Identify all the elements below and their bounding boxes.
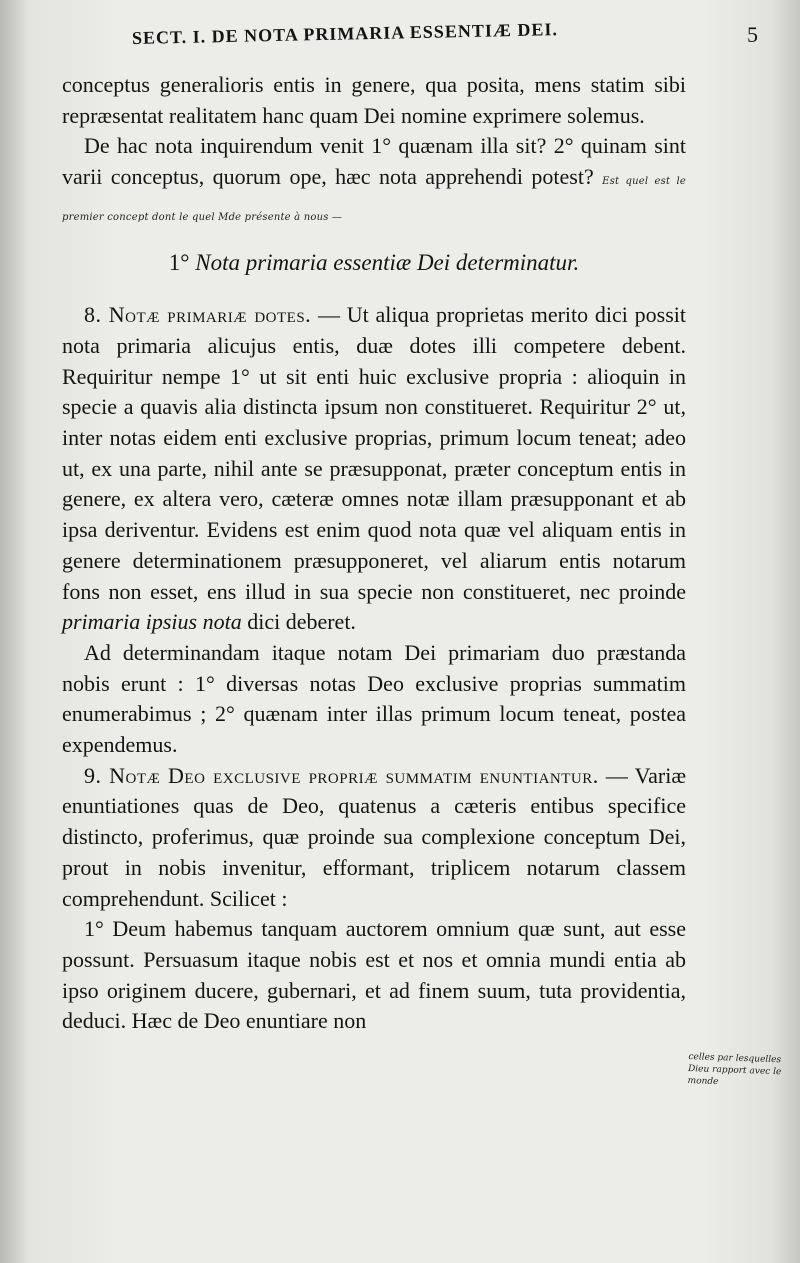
inquiry-text: De hac nota inquirendum venit 1° quænam illa sit? 2° quinam sint varii conceptus, quorum ope, hæc nota apprehendi potest?	[62, 133, 686, 190]
running-head: SECT. I. DE NOTA PRIMARIA ESSENTIÆ DEI.	[131, 19, 559, 48]
paragraph-8	[62, 300, 686, 638]
section-heading-text: Nota primaria essentiæ Dei determinatur.	[195, 249, 580, 275]
paragraph-8-italic: primaria ipsius nota	[62, 609, 242, 635]
body-text	[62, 70, 686, 1037]
handwritten-margin-note: celles par lesquelles Dieu rapport avec le monde	[687, 1052, 782, 1088]
section-heading	[62, 248, 686, 279]
paragraph-9-text: — Variæ enuntiationes quas de Deo, quatenus a cæteris entibus specifice distincto, proferimus, quæ proinde sua complexione conceptum Dei, prout in nobis invenitur, efformant, triplicem notarum classem comprehendunt. Scilicet :	[62, 762, 687, 911]
handwritten-annotation: Est quel est le premier concept dont le quel Mde présente à nous —	[62, 176, 686, 223]
page-header	[120, 19, 760, 58]
paragraph-inquiry	[62, 131, 686, 233]
paragraph-continuation: conceptus generalioris entis in genere, qua posita, mens statim sibi repræsentat realitatem hanc quam Dei nomine exprimere solemus.	[62, 72, 686, 128]
paragraph-8-text: — Ut aliqua proprietas merito dici possit nota primaria alicujus entis, duæ dotes illi competere debent. Requiritur nempe 1° ut sit enti huic exclusive propria : alioquin in specie a quavis alia distincta ipsum non constitueret. Requiritur 2° ut, inter notas eidem enti exclusive proprias, primum locum teneat; adeo ut, ex una parte, nihil ante se præsupponat, præter conceptum entis in genere, ex altera vero, cæteræ omnes notæ illam præsupponant et ab ipsa deriventur. Evidens est enim quod nota quæ vel aliquam entis in genere determinationem præsupponeret, vel aliarum entis notarum fons non esset, ens illud in sua specie non constitueret, nec proinde	[62, 302, 686, 604]
paragraph-8-end: dici deberet.	[247, 609, 356, 635]
paragraph-auctor: 1° Deum habemus tanquam auctorem omnium quæ sunt, aut esse possunt. Persuasum itaque nobis est et nos et omnia mundi entia ab ipso originem ducere, gubernari, et ad finem suum, tuta providentia, deduci. Hæc de Deo enuntiare non	[62, 916, 686, 1034]
section-heading-number: 1°	[168, 249, 190, 275]
paragraph-9	[62, 761, 686, 915]
page-number: 5	[747, 22, 758, 47]
paragraph-8-label: 8. Notæ primariæ dotes.	[84, 302, 312, 328]
paragraph-9-label: 9. Notæ Deo exclusive propriæ summatim enuntiantur.	[84, 762, 599, 788]
paragraph-determination: Ad determinandam itaque notam Dei primariam duo præstanda nobis erunt : 1° diversas notas Deo exclusive proprias summatim enumerabimus ; 2° quænam inter illas primum locum teneat, postea expendemus.	[62, 639, 686, 758]
